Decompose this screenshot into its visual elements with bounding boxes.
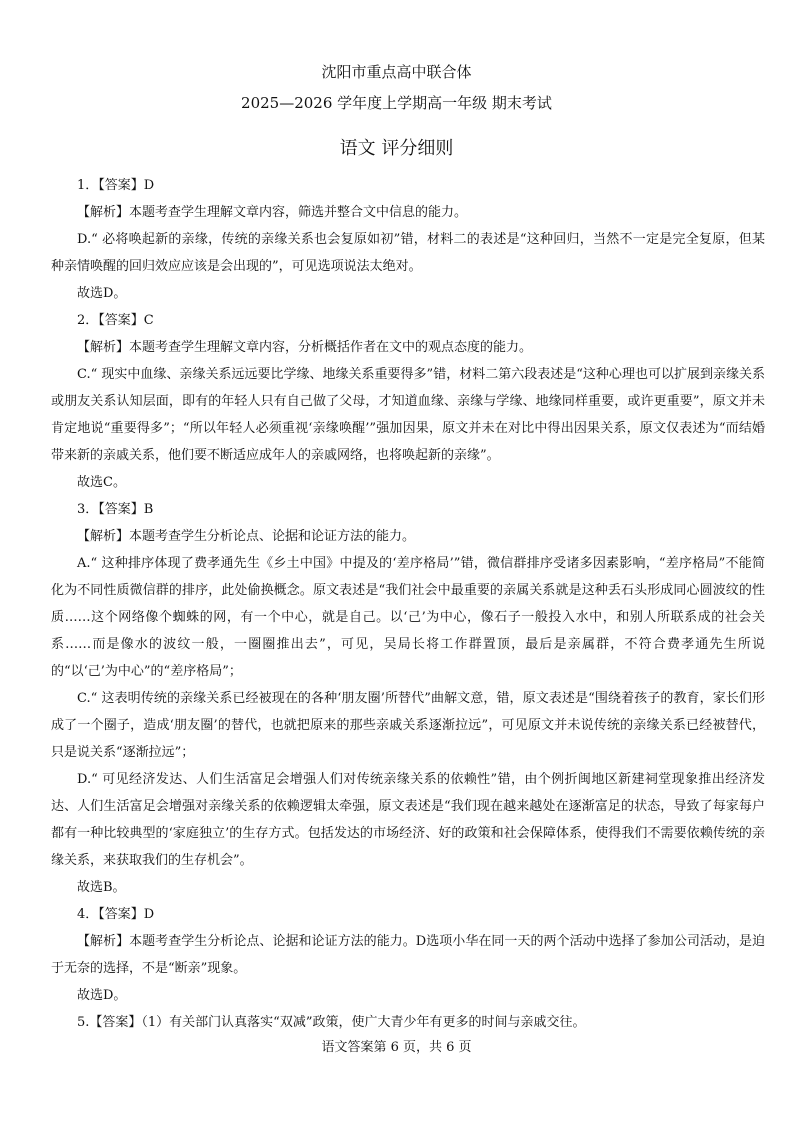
q3-answer: 3．【答案】B <box>77 502 154 517</box>
q2-option-c: C.“ 现实中血缘、亲缘关系远远要比学缘、地缘关系重要得多”错，材料二第六段表述是“这种心理也可以扩展到亲缘关系或朋友关系认知层面，即有的年轻人只有自己做了父母，才知道血缘、亲缘与学缘、地缘同样重要，或许更重要”，原文并未肯定地说“重要得多”；“所以年轻人必须重视‘亲缘唤醒’”强加因果，原文并未在对比中得出因果关系，原文仅表述为“而结婚带来新的亲戚关系，他们要不断适应成年人的亲戚网络，也将唤起新的亲缘”。 <box>51 367 765 463</box>
q5-answer: 5.【答案】（1）有关部门认真落实“双减”政策，使广大青少年有更多的时间与亲戚交往。 <box>77 1015 586 1030</box>
q1-option-d: D.“ 必将唤起新的亲缘，传统的亲缘关系也会复原如初”错，材料二的表述是“这种回归，当然不一定是完全复原，但某种亲情唤醒的回归效应应该是会出现的”，可见选项说法太绝对。 <box>51 232 765 274</box>
q4-answer: 4．【答案】D <box>77 907 155 922</box>
org-name: 沈阳市重点高中联合体 <box>321 63 472 81</box>
q3-option-a: A.“ 这种排序体现了费孝通先生《乡土中国》中提及的‘差序格局’”错，微信群排序受诸多因素影响，“差序格局”不能简化为不同性质微信群的排序，此处偷换概念。原文表述是“我们社会中最重要的亲属关系就是这种丢石头形成同心圆波纹的性质……这个网络像个蜘蛛的网，有一个中心，就是自己。以‘己’为中心，像石子一般投入水中，和别人所联系成的社会关系……而是像水的波纹一般，一圈圈推出去”，可见，吴局长将工作群置顶，最后是亲属群，不符合费孝通先生所说的“以‘己’为中心”的“差序格局”； <box>51 556 765 679</box>
q2-conclusion: 故选C。 <box>77 475 126 490</box>
q3-option-c: C.“ 这表明传统的亲缘关系已经被现在的各种‘朋友圈’所替代”曲解文意，错，原文表述是“围绕着孩子的教育，家长们形成了一个圈子，造成‘朋友圈’的替代，也就把原来的那些亲戚关系逐渐拉远”，可见原文并未说传统的亲缘关系已经被替代，只是说关系“逐渐拉远”； <box>51 691 765 760</box>
page-footer: 语文答案第 6 页，共 6 页 <box>321 1040 472 1055</box>
q1-analysis: 【解析】本题考查学生理解文章内容，筛选并整合文中信息的能力。 <box>77 205 468 220</box>
q1-answer: 1．【答案】D <box>77 178 155 193</box>
q2-analysis: 【解析】本题考查学生理解文章内容，分析概括作者在文中的观点态度的能力。 <box>77 340 533 355</box>
q1-conclusion: 故选D。 <box>77 286 127 301</box>
q3-conclusion: 故选B。 <box>77 880 126 895</box>
q3-analysis: 【解析】本题考查学生分析论点、论据和论证方法的能力。 <box>77 529 416 544</box>
exam-title: 2025—2026 学年度上学期高一年级 期末考试 <box>241 94 552 112</box>
page-title: 语文 评分细则 <box>339 138 454 159</box>
answer-body <box>51 172 765 1036</box>
q3-option-d: D.“ 可见经济发达、人们生活富足会增强人们对传统亲缘关系的依赖性”错，由个例折闽地区新建祠堂现象推出经济发达、人们生活富足会增强对亲缘关系的依赖逻辑太牵强，原文表述是“我们现在越来越处在逐渐富足的状态，导致了每家每户都有一种比较典型的‘家庭独立’的生存方式。包括发达的市场经济、好的政策和社会保障体系，使得我们不需要依赖传统的亲缘关系，来获取我们的生存机会”。 <box>51 772 765 868</box>
q4-analysis: 【解析】本题考查学生分析论点、论据和论证方法的能力。D选项小华在同一天的两个活动中选择了参加公司活动，是迫于无奈的选择，不是“断亲”现象。 <box>51 934 765 976</box>
q4-conclusion: 故选D。 <box>77 988 127 1003</box>
q2-answer: 2．【答案】C <box>77 313 154 328</box>
